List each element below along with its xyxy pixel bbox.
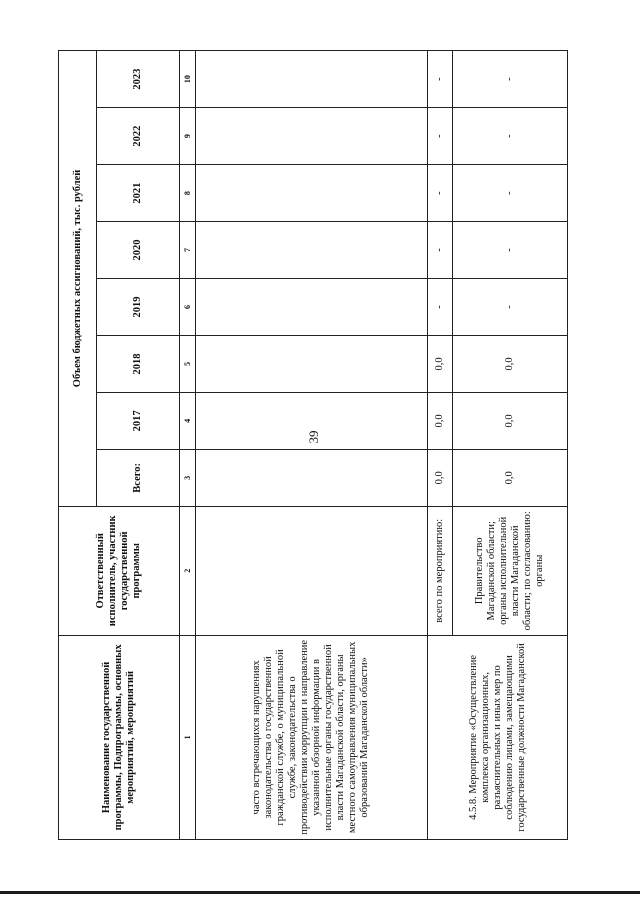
row-executor: Правительство Магаданской области; органы исполнительной власти Магаданской области; по согласованию: органы [452,506,567,635]
row-value: - [452,165,567,222]
header-total: Всего: [97,449,180,506]
row-value: 0,0 [452,392,567,449]
row-value: - [428,51,453,108]
column-number: 7 [180,222,195,279]
row-value: 0,0 [452,335,567,392]
row-executor [195,506,427,635]
row-value: 0,0 [428,392,453,449]
header-year: 2019 [97,279,180,336]
bottom-rule [0,891,640,894]
row-value: - [452,108,567,165]
header-year: 2022 [97,108,180,165]
row-value: - [452,279,567,336]
row-value: - [428,279,453,336]
column-number: 4 [180,392,195,449]
column-number: 2 [180,506,195,635]
row-value [195,392,427,449]
row-value: - [452,222,567,279]
row-value [195,335,427,392]
row-value: 0,0 [452,449,567,506]
column-number: 3 [180,449,195,506]
row-executor: всего по мероприятию: [428,506,453,635]
budget-table [58,50,568,840]
row-value: 0,0 [428,449,453,506]
page-number: 39 [306,430,321,444]
column-number: 6 [180,279,195,336]
row-value [195,165,427,222]
budget-table-container [58,50,568,840]
column-number: 8 [180,165,195,222]
row-name: часто встречающихся нарушениях законодательства о государственной гражданской службе, о муниципальной службе, законодательства о противодействии коррупции и направление указанной обзорной информации в исполнительные органы государственной власти Магаданской области, органы местного самоуправления муниципальных образований Магаданской области» [195,635,427,839]
column-number: 9 [180,108,195,165]
row-value: - [428,222,453,279]
table-row [195,51,427,840]
row-value: - [452,51,567,108]
row-value: - [428,165,453,222]
row-value [195,449,427,506]
row-value [195,108,427,165]
column-number: 10 [180,51,195,108]
row-value: - [428,108,453,165]
header-executor: Ответственный исполнитель, участник государственной программы [59,506,180,635]
header-budget-group: Объем бюджетных ассигнований, тыс. рублей [59,51,97,507]
column-number: 1 [180,635,195,839]
header-year: 2017 [97,392,180,449]
row-name: 4.5.8. Мероприятие «Осуществление комплекса организационных, разъяснительных и иных мер по соблюдению лицами, замещающими государственные должности Магаданской [428,635,568,839]
row-value [195,51,427,108]
row-value: 0,0 [428,335,453,392]
row-value [195,279,427,336]
header-year: 2020 [97,222,180,279]
header-year: 2021 [97,165,180,222]
column-number: 5 [180,335,195,392]
row-value [195,222,427,279]
header-year: 2023 [97,51,180,108]
header-name: Наименование государственной программы, Подпрограммы, основных мероприятий, мероприятий [59,635,180,839]
header-year: 2018 [97,335,180,392]
table-row [428,51,453,840]
